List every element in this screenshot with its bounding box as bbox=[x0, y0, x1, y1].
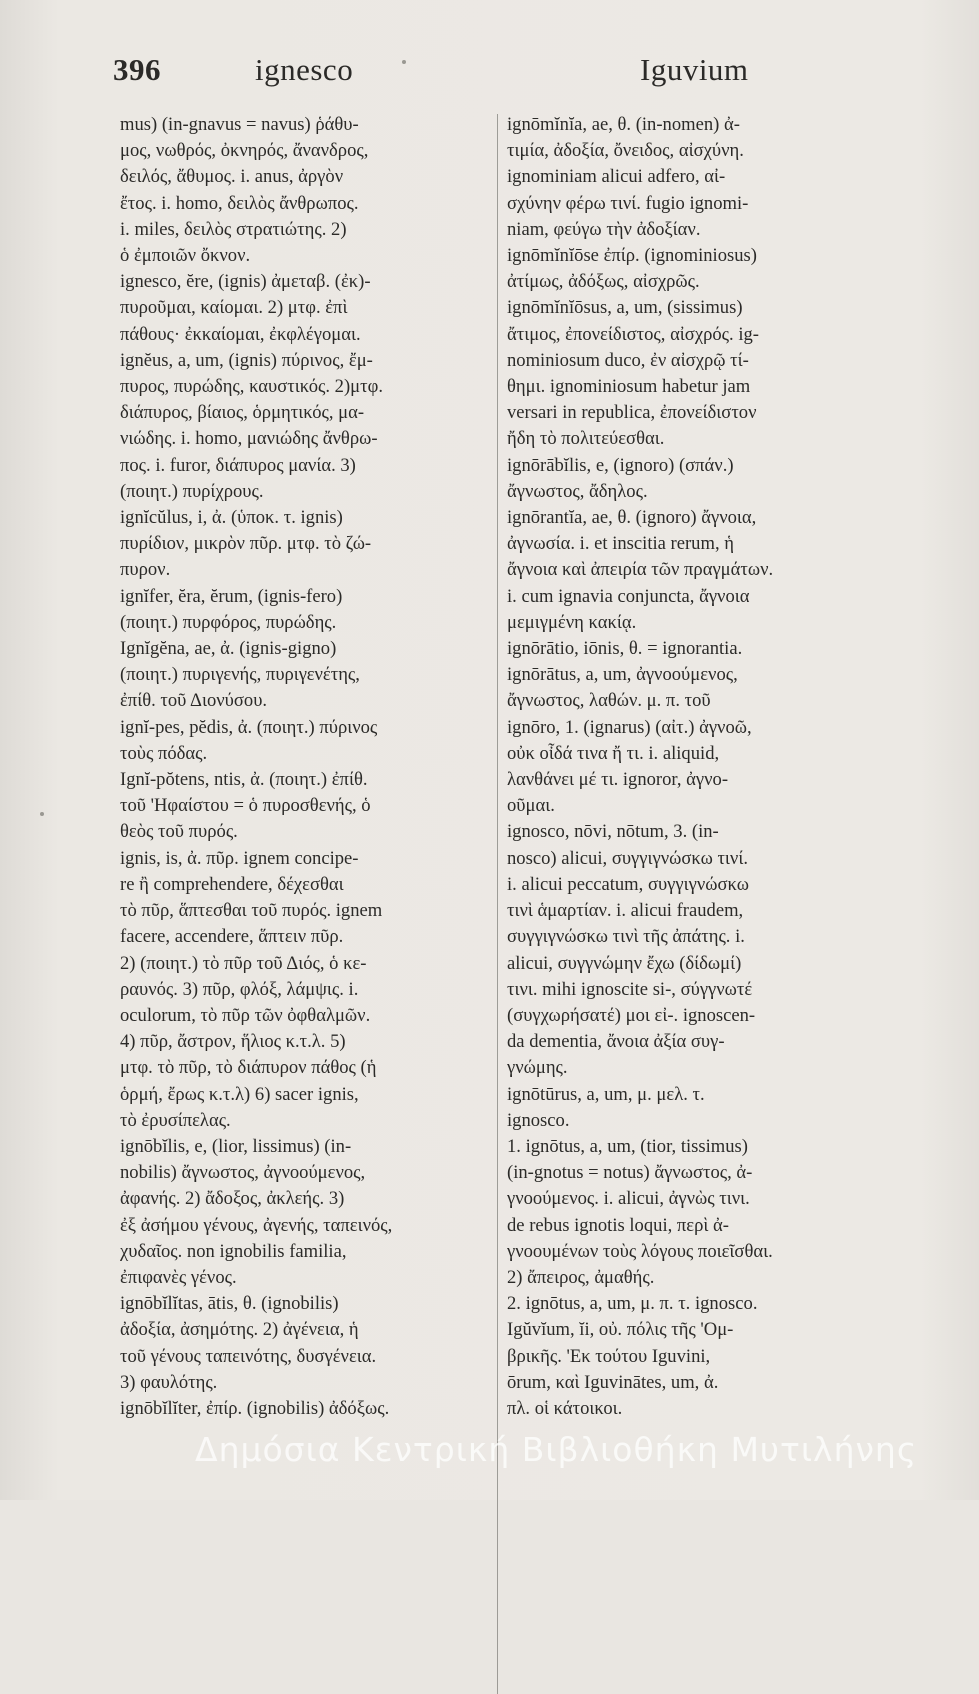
left-column bbox=[120, 112, 492, 1422]
entry-line: τοὺς πόδας. bbox=[120, 742, 208, 764]
entry-line: συγγιγνώσκω τινὶ τῆς ἀπάτης. i. bbox=[507, 926, 745, 948]
entry-line: τὸ ἐρυσίπελας. bbox=[120, 1109, 231, 1131]
entry-line: πυρον. bbox=[120, 559, 171, 581]
entry-line: πυροῦμαι, καίομαι. 2) μτφ. ἐπὶ bbox=[120, 297, 348, 319]
entry-line: τὸ πῦρ, ἅπτεσθαι τοῦ πυρός. ignem bbox=[120, 900, 383, 922]
entry-line: οῦμαι. bbox=[507, 795, 555, 817]
entry-line: ignĭcŭlus, i, ἀ. (ὑποκ. τ. ignis) bbox=[120, 507, 343, 529]
entry-line: ignōrābĭlis, e, (ignoro) (σπάν.) bbox=[507, 454, 734, 476]
entry-line: λανθάνει μέ τι. ignoror, ἀγνο- bbox=[507, 769, 729, 791]
entry-line: nosco) alicui, συγγιγνώσκω τινί. bbox=[507, 847, 748, 869]
entry-line: ἀτίμως, ἀδόξως, αἰσχρῶς. bbox=[507, 271, 700, 293]
entry-line: τοῦ 'Ηφαίστου = ὁ πυροσθενής, ὁ bbox=[120, 795, 371, 817]
entry-line: de rebus ignotis loqui, περὶ ἀ- bbox=[507, 1214, 729, 1236]
entry-line: i. alicui peccatum, συγγιγνώσκω bbox=[507, 873, 749, 895]
entry-line: ignōbĭlĭtas, ātis, θ. (ignobilis) bbox=[120, 1293, 339, 1315]
entry-line: βρικῆς. 'Εκ τούτου Iguvini, bbox=[507, 1345, 711, 1367]
entry-line: re ἢ comprehendere, δέχεσθαι bbox=[120, 873, 344, 895]
entry-line: ἀδοξία, ἀσημότης. 2) ἀγένεια, ἡ bbox=[120, 1319, 359, 1341]
entry-line: μεμιγμένη κακίᾳ. bbox=[507, 611, 637, 633]
entry-line: niam, φεύγω τὴν ἀδοξίαν. bbox=[507, 218, 701, 240]
entry-line: (συγχωρήσατέ) μοι εἰ-. ignoscen- bbox=[507, 1004, 756, 1026]
entry-line: γνοούμενος. i. alicui, ἀγνὼς τινι. bbox=[507, 1188, 750, 1210]
entry-line: nobilis) ἄγνωστος, ἀγνοούμενος, bbox=[120, 1162, 366, 1184]
entry-line: ōrum, καὶ Iguvinātes, um, ἀ. bbox=[507, 1371, 719, 1393]
entry-line: ἐπίθ. τοῦ Διονύσου. bbox=[120, 690, 268, 712]
entry-line: χυδαῖος. non ignobilis familia, bbox=[120, 1240, 347, 1262]
entry-line: 4) πῦρ, ἄστρον, ἥλιος κ.τ.λ. 5) bbox=[120, 1031, 346, 1053]
entry-line: ignōro, 1. (ignarus) (αἰτ.) ἀγνοῶ, bbox=[507, 716, 752, 738]
entry-line: ignosco. bbox=[507, 1109, 570, 1131]
entry-line: ἀφανής. 2) ἄδοξος, ἀκλεής. 3) bbox=[120, 1188, 345, 1210]
entry-line: ignōmĭnĭōsus, a, um, (sissimus) bbox=[507, 297, 743, 319]
entry-line: θημι. ignominiosum habetur jam bbox=[507, 376, 751, 398]
entry-line: ignominiam alicui adfero, αἰ- bbox=[507, 166, 726, 188]
entry-line: ignōmĭnĭa, ae, θ. (in-nomen) ἀ- bbox=[507, 114, 740, 135]
entry-line: τινὶ ἁμαρτίαν. i. alicui fraudem, bbox=[507, 900, 744, 922]
entry-line: οὐκ οἶδά τινα ἤ τι. i. aliquid, bbox=[507, 742, 720, 764]
library-watermark: Δημόσια Κεντρική Βιβλιοθήκη Μυτιλήνης bbox=[195, 1430, 918, 1469]
entry-line: nominiosum duco, ἐν αἰσχρῷ τί- bbox=[507, 349, 749, 371]
entry-line: 2) ἄπειρος, ἀμαθής. bbox=[507, 1266, 655, 1288]
entry-line: Ignĭ-pŏtens, ntis, ἀ. (ποιητ.) ἐπίθ. bbox=[120, 769, 368, 791]
entry-line: ignōtūrus, a, um, μ. μελ. τ. bbox=[507, 1083, 705, 1105]
entry-line: (ποιητ.) πυριγενής, πυριγενέτης, bbox=[120, 664, 360, 686]
entry-line: μος, νωθρός, ὀκνηρός, ἄνανδρος, bbox=[120, 140, 369, 162]
entry-line: ἄγνωστος, λαθών. μ. π. τοῦ bbox=[507, 690, 711, 712]
entry-line: πυρίδιον, μικρὸν πῦρ. μτφ. τὸ ζώ- bbox=[120, 533, 372, 555]
entry-line: μτφ. τὸ πῦρ, τὸ διάπυρον πάθος (ἡ bbox=[120, 1057, 377, 1079]
page-number: 396 bbox=[113, 52, 161, 87]
entry-line: θεὸς τοῦ πυρός. bbox=[120, 821, 238, 843]
entry-line: ἄγνοια καὶ ἀπειρία τῶν πραγμάτων. bbox=[507, 559, 774, 581]
entry-line: πλ. οἱ κάτοικοι. bbox=[507, 1397, 623, 1419]
right-column bbox=[507, 112, 877, 1422]
entry-line: δειλός, ἄθυμος. i. anus, ἀργὸν bbox=[120, 166, 344, 188]
entry-line: τιμία, ἀδοξία, ὄνειδος, αἰσχύνη. bbox=[507, 140, 744, 162]
entry-line: πυρος, πυρώδης, καυστικός. 2)μτφ. bbox=[120, 376, 383, 398]
entry-line: ὁ ἐμποιῶν ὄκνον. bbox=[120, 245, 251, 267]
entry-line: πος. i. furor, διάπυρος μανία. 3) bbox=[120, 454, 356, 476]
entry-line: facere, accendere, ἅπτειν πῦρ. bbox=[120, 926, 344, 948]
entry-line: ραυνός. 3) πῦρ, φλόξ, λάμψις. i. bbox=[120, 978, 359, 1000]
entry-line: oculorum, τὸ πῦρ τῶν ὀφθαλμῶν. bbox=[120, 1004, 371, 1026]
entry-line: i. cum ignavia conjuncta, ἄγνοια bbox=[507, 585, 750, 607]
entry-line: ἔτος. i. homo, δειλὸς ἄνθρωπος. bbox=[120, 192, 359, 214]
entry-line: (ποιητ.) πυρίχρους. bbox=[120, 480, 264, 502]
entry-line: (ποιητ.) πυρφόρος, πυρώδης. bbox=[120, 611, 337, 633]
entry-line: ἐπιφανὲς γένος. bbox=[120, 1266, 237, 1288]
entry-line: ἄτιμος, ἐπονείδιστος, αἰσχρός. ig- bbox=[507, 323, 759, 345]
entry-line: 2. ignōtus, a, um, μ. π. τ. ignosco. bbox=[507, 1293, 758, 1315]
entry-line: ἐξ ἀσήμου γένους, ἀγενής, ταπεινός, bbox=[120, 1214, 393, 1236]
entry-line: ignōrātio, iōnis, θ. = ignorantia. bbox=[507, 638, 743, 660]
left-running-head: ignesco bbox=[255, 52, 354, 87]
entry-line: ignōrantĭa, ae, θ. (ignoro) ἄγνοια, bbox=[507, 507, 757, 529]
entry-line: ignōbĭlĭter, ἐπίρ. (ignobilis) ἀδόξως. bbox=[120, 1397, 390, 1419]
entry-line: i. miles, δειλὸς στρατιώτης. 2) bbox=[120, 218, 347, 240]
entry-line: 1. ignōtus, a, um, (tior, tissimus) bbox=[507, 1135, 748, 1157]
entry-line: alicui, συγγνώμην ἔχω (δίδωμί) bbox=[507, 952, 742, 974]
entry-line: ignosco, nōvi, nōtum, 3. (in- bbox=[507, 821, 719, 843]
entry-line: διάπυρος, βίαιος, ὁρμητικός, μα- bbox=[120, 402, 365, 424]
entry-line: σχύνην φέρω τινί. fugio ignomi- bbox=[507, 192, 749, 214]
entry-line: ἄγνωστος, ἄδηλος. bbox=[507, 480, 648, 502]
print-speck bbox=[40, 812, 44, 816]
entry-line: ἤδη τὸ πολιτεύεσθαι. bbox=[507, 428, 665, 450]
right-running-head: Iguvium bbox=[640, 52, 749, 87]
entry-line: ignōbĭlis, e, (lior, lissimus) (in- bbox=[120, 1135, 352, 1157]
entry-line: da dementia, ἄνοια ἀξία συγ- bbox=[507, 1031, 725, 1053]
entry-line: ignōrātus, a, um, ἀγνοούμενος, bbox=[507, 664, 738, 686]
entry-line: γνοουμένων τοὺς λόγους ποιεῖσθαι. bbox=[507, 1240, 773, 1262]
entry-line: ἀγνωσία. i. et inscitia rerum, ἡ bbox=[507, 533, 734, 555]
entry-line: ignōmĭnĭōse ἐπίρ. (ignominiosus) bbox=[507, 245, 757, 267]
entry-line: versari in republica, ἐπονείδιστον bbox=[507, 402, 757, 424]
entry-line: Ignĭgĕna, ae, ἀ. (ignis-gigno) bbox=[120, 638, 337, 660]
entry-line: mus) (in-gnavus = navus) ῥάθυ- bbox=[120, 114, 359, 135]
entry-line: νιώδης. i. homo, μανιώδης ἄνθρω- bbox=[120, 428, 378, 450]
entry-line: (in-gnotus = notus) ἄγνωστος, ἀ- bbox=[507, 1162, 753, 1184]
entry-line: Igŭvĭum, ĭi, οὐ. πόλις τῆς 'Ομ- bbox=[507, 1319, 734, 1341]
entry-line: ignĕus, a, um, (ignis) πύρινος, ἔμ- bbox=[120, 349, 373, 371]
entry-line: τινι. mihi ignoscite si-, σύγγνωτέ bbox=[507, 978, 753, 1000]
entry-line: ignĭfer, ĕra, ĕrum, (ignis-fero) bbox=[120, 585, 343, 607]
entry-line: γνώμης. bbox=[507, 1057, 568, 1079]
entry-line: πάθους· ἐκκαίομαι, ἐκφλέγομαι. bbox=[120, 323, 361, 345]
entry-line: τοῦ γένους ταπεινότης, δυσγένεια. bbox=[120, 1345, 377, 1367]
entry-line: 2) (ποιητ.) τὸ πῦρ τοῦ Διός, ὁ κε- bbox=[120, 952, 367, 974]
entry-line: ignis, is, ἀ. πῦρ. ignem concipe- bbox=[120, 847, 359, 869]
entry-line: ignĭ-pes, pĕdis, ἀ. (ποιητ.) πύρινος bbox=[120, 716, 378, 738]
entry-line: 3) φαυλότης. bbox=[120, 1371, 218, 1393]
print-speck bbox=[402, 60, 406, 64]
entry-line: ignesco, ĕre, (ignis) ἀμεταβ. (ἐκ)- bbox=[120, 271, 371, 293]
entry-line: ὁρμή, ἔρως κ.τ.λ) 6) sacer ignis, bbox=[120, 1083, 359, 1105]
